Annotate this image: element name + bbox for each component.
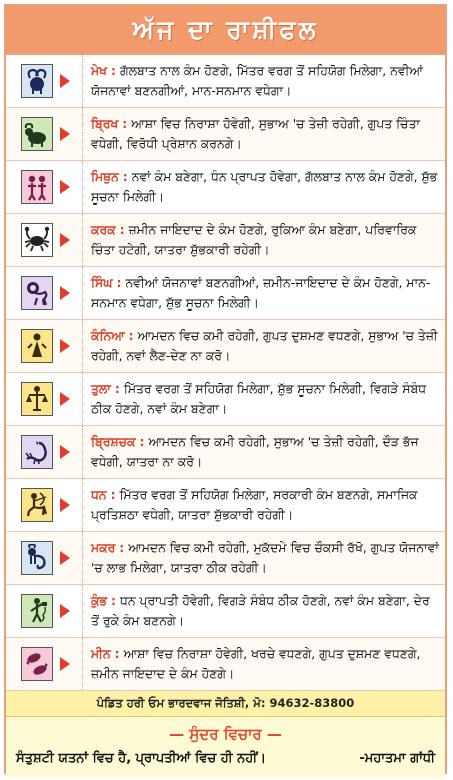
sign-separator: : [119,540,125,555]
sign-separator: : [122,169,128,184]
pointer-arrow-icon [60,498,70,512]
sign-row [6,55,445,108]
sign-prediction [82,214,445,266]
sign-icon-cell [6,585,82,637]
sign-name: ਮੀਨ [91,646,111,661]
header-banner [6,6,445,55]
sign-icon-cell [6,373,82,425]
ram-icon [21,64,53,98]
sign-name: ਕਰਕ [91,222,116,237]
sign-name: ਧਨ [91,487,107,502]
sign-row [6,161,445,214]
maiden-icon [21,329,53,363]
sign-name: ਮਕਰ [91,540,116,555]
pointer-arrow-icon [60,551,70,565]
lion-icon [21,276,53,310]
sign-prediction [82,161,445,213]
sign-separator: : [111,593,117,608]
sign-text: ਧਨ ਪ੍ਰਾਪਤੀ ਹੋਵੇਗੀ, ਵਿਗੜੇ ਸੰਬੰਧ ਠੀਕ ਹੋਣਗੇ, ਨਵਾਂ ਕੰਮ ਬਣੇਗਾ, ਦੇਰ ਤੋਂ ਰੁਕੇ ਕੰਮ ਬਣਨਗੇ। [91,593,430,628]
sign-separator: : [111,63,116,78]
sign-text: ਗੱਲਬਾਤ ਨਾਲ ਕੰਮ ਹੋਣਗੇ, ਮਿੱਤਰ ਵਰਗ ਤੋਂ ਸਹਿਯੋਗ ਮਿਲੇਗਾ, ਨਵੀਆਂ ਯੋਜਨਾਵਾਂ ਬਣਨਗੀਆਂ, ਮਾਨ-ਸਨਮਾਨ ਵਧੇਗਾ। [91,63,423,98]
thought-box [6,717,445,778]
sign-prediction [82,532,445,584]
sign-separator: : [139,434,145,449]
sign-icon-cell [6,320,82,372]
sign-separator: : [110,487,116,502]
sign-text: ਮਿੱਤਰ ਵਰਗ ਤੋਂ ਸਹਿਯੋਗ ਮਿਲੇਗਾ, ਸ਼ੁੱਭ ਸੂਚਨਾ ਮਿਲੇਗੀ, ਵਿਗੜੇ ਸੰਬੰਧ ਠੀਕ ਹੋਣਗੇ, ਨਵਾਂ ਕੰਮ ਬਣੇਗਾ। [91,381,427,416]
sign-prediction [82,267,445,319]
sign-text: ਮਿੱਤਰ ਵਰਗ ਤੋਂ ਸਹਿਯੋਗ ਮਿਲੇਗਾ, ਸਰਕਾਰੀ ਕੰਮ ਬਣਨਗੇ, ਸਮਾਜਿਕ ਪ੍ਰਤਿਸ਼ਠਾ ਵਧੇਗੀ, ਯਾਤਰਾ ਸ਼ੁੱਭਕਾਰੀ ਰਹੇਗੀ। [91,487,418,522]
pointer-arrow-icon [60,657,70,671]
sign-row [6,373,445,426]
pointer-arrow-icon [60,445,70,459]
sign-separator: : [119,222,125,237]
pointer-arrow-icon [60,604,70,618]
sign-row [6,267,445,320]
sign-icon-cell [6,161,82,213]
sign-name: ਬ੍ਰਿਸ਼ਚਕ [91,434,136,449]
fish-icon [21,647,53,681]
sign-name: ਮਿਥੁਨ [91,169,119,184]
sign-icon-cell [6,108,82,160]
sign-prediction [82,479,445,531]
sign-row [6,214,445,267]
pointer-arrow-icon [60,74,70,88]
scorpion-icon [21,435,53,469]
sign-text: ਜ਼ਮੀਨ ਜਾਇਦਾਦ ਦੇ ਕੰਮ ਹੋਣਗੇ, ਰੁਕਿਆ ਕੰਮ ਬਣੇਗਾ, ਪਰਿਵਾਰਿਕ ਚਿੰਤਾ ਹਟੇਗੀ, ਯਾਤਰਾ ਸ਼ੁੱਭਕਾਰੀ ਰਹੇਗੀ। [91,222,417,257]
sign-icon-cell [6,426,82,478]
sign-icon-cell [6,479,82,531]
twins-icon [21,170,53,204]
water-bearer-icon [21,594,53,628]
sign-text: ਆਮਦਨ ਵਿਚ ਕਮੀ ਰਹੇਗੀ, ਸੁਭਾਅ 'ਚ ਤੇਜ਼ੀ ਰਹੇਗੀ, ਦੌੜ ਭੱਜ ਵਧੇਗੀ, ਯਾਤਰਾ ਨਾ ਕਰੋ। [91,434,419,469]
pointer-arrow-icon [60,339,70,353]
sign-text: ਨਵੀਆਂ ਯੋਜਨਾਵਾਂ ਬਣਨਗੀਆਂ, ਜ਼ਮੀਨ-ਜਾਇਦਾਦ ਦੇ ਕੰਮ ਹੋਣਗੇ, ਮਾਨ-ਸਨਮਾਨ ਵਧੇਗਾ, ਸ਼ੁੱਭ ਸੂਚਨਾ ਮਿਲੇਗੀ। [91,275,431,310]
pointer-arrow-icon [60,233,70,247]
signs-list [6,55,445,691]
sign-prediction [82,55,445,107]
sign-separator: : [114,381,120,396]
thought-attribution: -ਮਹਾਤਮਾ ਗਾਂਧੀ [359,751,435,766]
sign-prediction [82,426,445,478]
sign-separator: : [114,646,120,661]
pointer-arrow-icon [60,286,70,300]
sign-row [6,638,445,691]
sign-name: ਤੁਲਾ [91,381,111,396]
sign-name: ਸਿੰਘ [91,275,113,290]
sign-row [6,108,445,161]
sign-prediction [82,373,445,425]
crab-icon [21,223,53,257]
sign-separator: : [116,275,122,290]
thought-quote: ਸੰਤੁਸ਼ਟੀ ਯਤਨਾਂ ਵਿਚ ਹੈ, ਪ੍ਰਾਪਤੀਆਂ ਵਿਚ ਹੀ ਨਹੀਂ। [16,751,266,766]
pointer-arrow-icon [60,392,70,406]
sign-icon-cell [6,638,82,690]
sign-name: ਬ੍ਰਿਖ [91,116,119,131]
sign-prediction [82,108,445,160]
page-title: ਅੱਜ ਦਾ ਰਾਸ਼ੀਫਲ [132,14,319,44]
author-credit: ਪੰਡਿਤ ਹਰੀ ਓਮ ਭਾਰਦਵਾਜ ਜੋਤਿਸ਼ੀ, ਮੋ: 94632-83800 [6,691,445,717]
sign-text: ਨਵਾਂ ਕੰਮ ਬਣੇਗਾ, ਧੰਨ ਪ੍ਰਾਪਤ ਹੋਵੇਗਾ, ਗੱਲਬਾਤ ਨਾਲ ਕੰਮ ਹੋਣਗੇ, ਸ਼ੁੱਭ ਸੂਚਨਾ ਮਿਲੇਗੀ। [91,169,438,204]
goat-icon [21,541,53,575]
archer-icon [21,488,53,522]
sign-row [6,426,445,479]
sign-prediction [82,585,445,637]
thought-title: — ਸੁੰਦਰ ਵਿਚਾਰ — [169,725,282,743]
sign-icon-cell [6,55,82,107]
pointer-arrow-icon [60,180,70,194]
sign-icon-cell [6,267,82,319]
sign-text: ਆਮਦਨ ਵਿਚ ਕਮੀ ਰਹੇਗੀ, ਮੁਕੱਦਮੇ ਵਿਚ ਚੌਕਸੀ ਰੱਖੋ, ਗੁਪਤ ਯੋਜਨਾਵਾਂ 'ਚ ਲਾਭ ਮਿਲੇਗਾ, ਯਾਤਰਾ ਠੀਕ ਰਹੇਗੀ। [91,540,439,575]
sign-name: ਕੰਨਿਆ [91,328,125,343]
rashifal-card [4,4,447,774]
sign-text: ਆਸ਼ਾ ਵਿਚ ਨਿਰਾਸ਼ਾ ਹੋਵੇਗੀ, ਸੁਭਾਅ 'ਚ ਤੇਜ਼ੀ ਰਹੇਗੀ, ਗੁਪਤ ਚਿੰਤਾ ਵਧੇਗੀ, ਵਿਰੋਧੀ ਪ੍ਰੇਸ਼ਾਨ ਕਰਨਗੇ। [91,116,420,151]
sign-icon-cell [6,214,82,266]
sign-icon-cell [6,532,82,584]
sign-name: ਕੁੰਭ [91,593,108,608]
sign-row [6,532,445,585]
sign-name: ਮੇਖ [91,63,108,78]
sign-row [6,585,445,638]
scales-icon [21,382,53,416]
thought-line [6,746,445,770]
sign-text: ਆਮਦਨ ਵਿਚ ਕਮੀ ਰਹੇਗੀ, ਗੁਪਤ ਦੁਸ਼ਮਣ ਵਧਣਗੇ, ਸੁਭਾਅ 'ਚ ਤੇਜ਼ੀ ਰਹੇਗੀ, ਨਵਾਂ ਲੈਣ-ਦੇਣ ਨਾ ਕਰੋ। [91,328,438,363]
pointer-arrow-icon [60,127,70,141]
sign-prediction [82,320,445,372]
sign-prediction [82,638,445,690]
sign-row [6,479,445,532]
sign-text: ਆਸ਼ਾ ਵਿਚ ਨਿਰਾਸ਼ਾ ਹੋਵੇਗੀ, ਖਰਚੇ ਵਧਣਗੇ, ਗੁਪਤ ਦੁਸ਼ਮਣ ਵਧਣਗੇ, ਜ਼ਮੀਨ ਜਾਇਦਾਦ ਦੇ ਕੰਮ ਹੋਣਗੇ। [91,646,421,681]
sign-separator: : [122,116,128,131]
sign-separator: : [128,328,134,343]
sign-row [6,320,445,373]
bull-icon [21,117,53,151]
